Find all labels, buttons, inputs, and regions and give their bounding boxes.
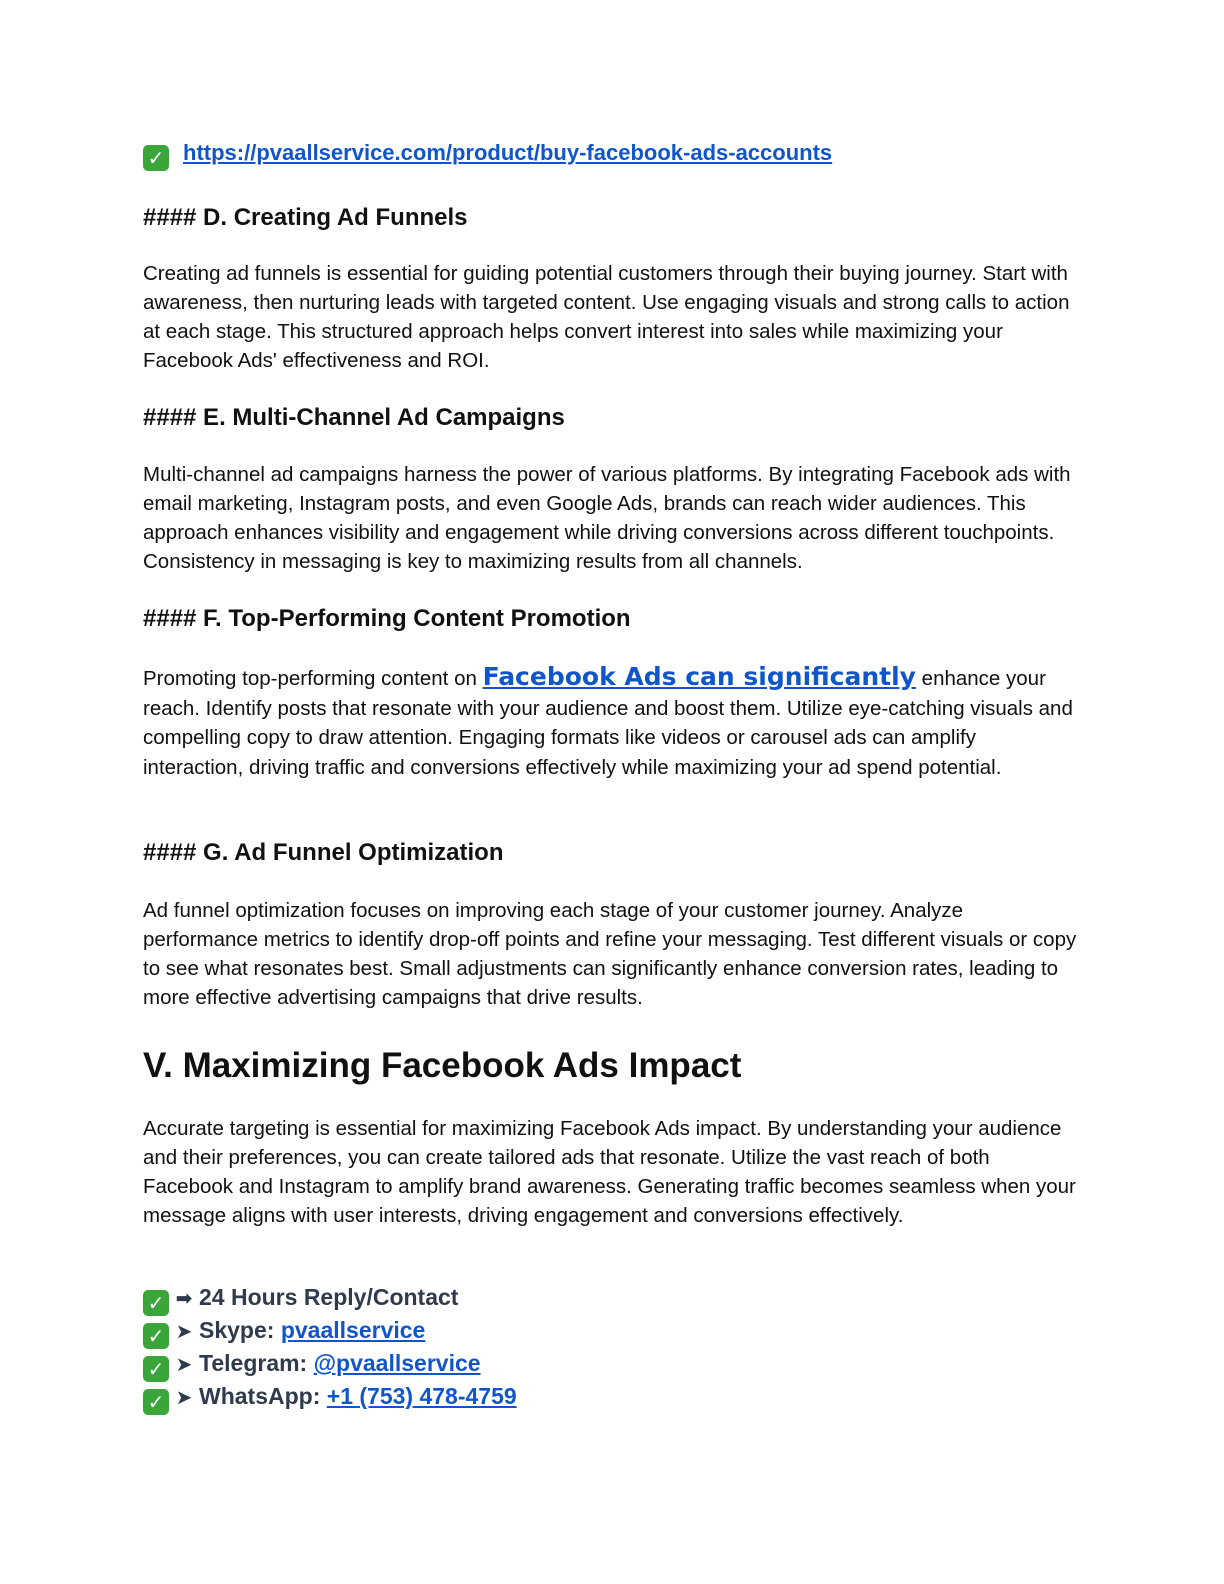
check-mark-button-icon: ✓ — [143, 1356, 169, 1382]
skype-link[interactable]: pvaallservice — [280, 1317, 426, 1343]
arrowhead-icon: ➤ — [175, 1319, 193, 1343]
hours-text: 24 Hours Reply/Contact — [199, 1284, 459, 1310]
check-mark-button-icon: ✓ — [143, 1323, 169, 1349]
check-mark-button-icon: ✓ — [143, 1290, 169, 1316]
contact-whatsapp — [143, 1383, 517, 1415]
telegram-link[interactable]: @pvaallservice — [313, 1350, 481, 1376]
contact-skype — [143, 1317, 425, 1349]
heading-f: #### F. Top-Performing Content Promotion — [143, 605, 631, 632]
product-link[interactable]: https://pvaallservice.com/product/buy-facebook-ads-accounts — [183, 140, 833, 165]
skype-label: Skype: — [199, 1317, 281, 1343]
contact-telegram — [143, 1350, 481, 1382]
telegram-label: Telegram: — [199, 1350, 314, 1376]
paragraph-v: Accurate targeting is essential for maximizing Facebook Ads impact. By understanding your audience and their preferences, you can create tailored ads that resonate. Utilize the vast reach of both Facebook and Instagram to amplify brand awareness. Generating traffic becomes seamless when your message aligns with user interests, driving engagement and conversions effectively. — [143, 1117, 1076, 1227]
heading-g: #### G. Ad Funnel Optimization — [143, 839, 504, 866]
right-arrow-icon: ➡ — [175, 1286, 193, 1310]
check-mark-button-icon: ✓ — [143, 1389, 169, 1415]
facebook-ads-link[interactable]: Facebook Ads can significantly — [482, 662, 916, 691]
arrowhead-icon: ➤ — [175, 1352, 193, 1376]
check-mark-button-icon: ✓ — [143, 145, 169, 171]
paragraph-g: Ad funnel optimization focuses on improving each stage of your customer journey. Analyze performance metrics to identify drop-off points and refine your messaging. Test different visuals or copy to see what resonates best. Small adjustments can significantly enhance conversion rates, leading to more effective advertising campaigns that drive results. — [143, 899, 1077, 1009]
paragraph-d: Creating ad funnels is essential for guiding potential customers through their buying journey. Start with awareness, then nurturing leads with targeted content. Use engaging visuals and strong calls to action at each stage. This structured approach helps convert interest into sales while maximizing your Facebook Ads' effectiveness and ROI. — [143, 262, 1070, 372]
whatsapp-link[interactable]: +1 (753) 478-4759 — [326, 1383, 517, 1409]
paragraph-f-end: enhance your reach. Identify posts that resonate with your audience and boost them. Utilize eye-catching visuals and compelling copy to draw attention. Engaging formats like videos or carousel ads can amplify interaction, driving traffic and conversions effectively while maximizing your ad spend potential. — [143, 667, 1073, 779]
arrowhead-icon: ➤ — [175, 1385, 193, 1409]
whatsapp-label: WhatsApp: — [199, 1383, 327, 1409]
heading-e: #### E. Multi-Channel Ad Campaigns — [143, 404, 565, 431]
paragraph-e: Multi-channel ad campaigns harness the power of various platforms. By integrating Facebook ads with email marketing, Instagram posts, and even Google Ads, brands can reach wider audiences. This approach enhances visibility and engagement while driving conversions across different touchpoints. Consistency in messaging is key to maximizing results from all channels. — [143, 463, 1071, 573]
paragraph-f — [143, 662, 1078, 782]
paragraph-f-start: Promoting top-performing content on — [143, 667, 483, 690]
heading-d: #### D. Creating Ad Funnels — [143, 204, 468, 231]
section-heading-v: V. Maximizing Facebook Ads Impact — [143, 1046, 742, 1085]
top-link-row — [143, 140, 832, 171]
contact-hours — [143, 1284, 458, 1316]
